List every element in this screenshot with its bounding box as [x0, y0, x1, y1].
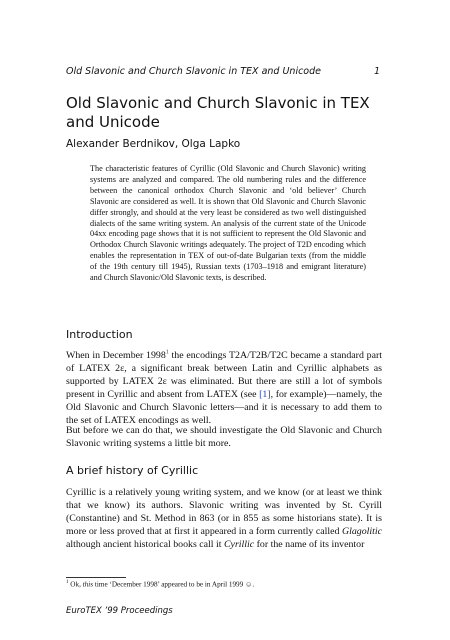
- page-number: 1: [373, 66, 380, 77]
- footnote-text-em: this: [82, 580, 94, 589]
- history-paragraph-1: [66, 486, 382, 551]
- article-title: Old Slavonic and Church Slavonic in TEX and Unicode: [66, 94, 370, 131]
- history-p1-glagolitic: Glagolitic: [341, 526, 382, 538]
- abstract: The characteristic features of Cyrillic (Old Slavonic and Church Slavonic) writing systems are analyzed and compared. The old numbering rules and the difference between the canonical orthodox Church Slavonic and ‘old believer’ Church Slavonic are considered as well. It is shown that Old Slavonic and Church Slavonic differ strongly, and should at the very least be considered as two well distinguished dialects of the same writing system. An analysis of the current state of the Unicode 04xx encoding page shows that it is not sufficient to represent the Old Slavonic and Orthodox Church Slavonic writings adequately. The project of T2D encoding which enables the representation in TEX of out-of-date Bulgarian texts (from the middle of the 19th century till 1945), Russian texts (1703–1918 and emigrant literature) and Church Slavonic/Old Slavonic texts, is described.: [90, 164, 366, 283]
- footnote-text-b: time ‘December 1998’ appeared to be in April 1999 ☺.: [93, 580, 255, 589]
- citation-link[interactable]: [1]: [259, 389, 271, 401]
- footnote-marker[interactable]: 1: [165, 349, 169, 356]
- running-title: Old Slavonic and Church Slavonic in TEX and Unicode: [66, 66, 321, 77]
- section-heading-history: A brief history of Cyrillic: [66, 464, 199, 477]
- intro-paragraph-2: But before we can do that, we should investigate the Old Slavonic and Church Slavonic writing systems a little bit more.: [66, 425, 382, 450]
- footnote: [66, 580, 382, 588]
- footnote-number: 1: [66, 580, 69, 585]
- running-header: [66, 66, 380, 77]
- footnote-text-a: Ok,: [68, 580, 83, 589]
- history-p1-text-c: for the name of its inventor: [254, 539, 365, 551]
- intro-paragraph-1: [66, 349, 382, 428]
- history-p1-cyrillic: Cyrillic: [223, 539, 255, 551]
- footnote-rule: [66, 577, 126, 578]
- history-p1-text-a: Cyrillic is a relatively young writing system, and we know (or at least we think that we know) its authors. Slavonic writing was invented by St. Cyrill (Constantine) and St. Method in 863 (or in 855 as some historians state). It is more or less proved that at first it appeared in a form currently called: [66, 487, 382, 538]
- article-authors: Alexander Berdnikov, Olga Lapko: [66, 138, 241, 150]
- intro-p1-text-a: When in December 1998: [66, 350, 166, 361]
- section-heading-introduction: Introduction: [66, 328, 133, 341]
- history-p1-text-b: although ancient historical books call it: [66, 539, 224, 551]
- intro-p1-text-b: the encodings T2A/T2B/T2C became a standard part of LATEX 2ε, a significant break between Latin and Cyrillic alphabets as supported by LATEX 2ε was eliminated. But there are still a lot of symbols present in Cyrillic and absent from LATEX (see: [66, 350, 382, 401]
- running-footer: EuroTEX ’99 Proceedings: [66, 606, 173, 616]
- intro-p1-text-c: , for example)—namely, the Old Slavonic and Church Slavonic letters—and it is necessary to add them to the set of LATEX encodings as well.: [66, 389, 382, 427]
